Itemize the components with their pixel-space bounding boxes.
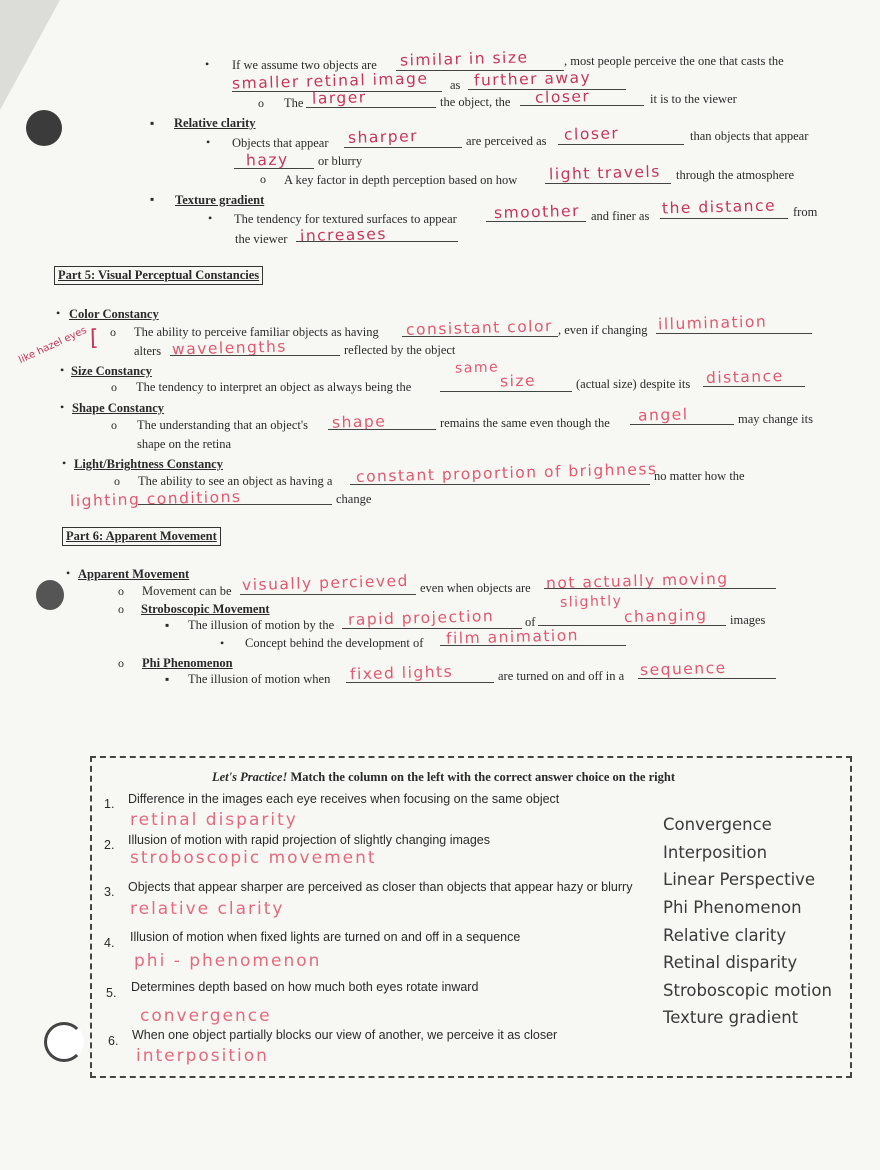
answer-blank [346, 682, 494, 683]
handwritten-answer: relative clarity [130, 899, 285, 919]
handwritten-answer: further away [473, 68, 592, 90]
text: as [450, 78, 461, 92]
bullet: o [258, 96, 264, 110]
question-number: 6. [108, 1034, 119, 1048]
answer-choice: Convergence [663, 815, 772, 834]
handwritten-margin-note: like hazel eyes [17, 324, 89, 367]
answer-choice: Retinal disparity [663, 953, 798, 972]
bullet: • [205, 57, 210, 71]
bullet: o [110, 325, 116, 339]
text: images [730, 613, 766, 627]
handwritten-answer: larger [311, 88, 367, 108]
practice-title-rest: Match the column on the left with the correct answer choice on the right [290, 770, 675, 784]
text: The understanding that an object's [137, 418, 308, 432]
text: the object, the [440, 95, 511, 109]
answer-blank [440, 645, 626, 646]
text: through the atmosphere [676, 168, 795, 182]
handwritten-answer: size [499, 371, 537, 391]
practice-title [212, 769, 675, 785]
handwritten-answer: phi - phenomenon [134, 951, 322, 971]
handwritten-answer: the distance [661, 196, 777, 218]
handwritten-answer: sharper [347, 127, 419, 147]
text: Concept behind the development of [245, 636, 424, 650]
punch-hole [26, 110, 62, 146]
text: The tendency for textured surfaces to appear [234, 212, 457, 226]
handwritten-answer: retinal disparity [130, 810, 298, 830]
text: and finer as [591, 209, 650, 223]
text: The [284, 96, 304, 110]
text: even when objects are [420, 581, 531, 595]
handwritten-answer: visually percieved [241, 571, 410, 595]
handwritten-answer: wavelengths [171, 337, 288, 359]
text: no matter how the [654, 469, 745, 483]
text: are turned on and off in a [498, 669, 625, 683]
handwritten-answer: increases [299, 224, 388, 246]
subheading-light-brightness-constancy: Light/Brightness Constancy [74, 457, 223, 471]
text: , even if changing [558, 323, 648, 337]
question-text: Determines depth based on how much both eyes rotate inward [131, 980, 479, 994]
bullet: o [118, 602, 124, 616]
text: or blurry [318, 154, 363, 168]
bullet: • [208, 211, 213, 225]
handwritten-answer: same [454, 359, 500, 377]
subheading-color-constancy: Color Constancy [69, 307, 159, 321]
question-number: 2. [104, 838, 115, 852]
text: The ability to see an object as having a [138, 474, 333, 488]
answer-blank [486, 221, 586, 222]
handwritten-answer: slightly [559, 593, 623, 611]
subheading-size-constancy: Size Constancy [71, 364, 152, 378]
handwritten-answer: changing [623, 605, 708, 627]
answer-blank [703, 386, 805, 387]
handwritten-answer: shape [331, 412, 387, 432]
bullet: ▪ [150, 192, 155, 206]
text: may change its [738, 412, 813, 426]
bullet: • [206, 135, 211, 149]
subheading-texture-gradient: Texture gradient [175, 193, 265, 207]
handwritten-answer: illumination [657, 312, 768, 334]
answer-blank [440, 391, 572, 392]
handwritten-answer: hazy [245, 150, 289, 170]
answer-blank [240, 594, 416, 595]
bullet: o [118, 584, 124, 598]
text: are perceived as [466, 134, 547, 148]
handwritten-answer: fixed lights [349, 662, 454, 684]
text: , most people perceive the one that casts the [564, 54, 784, 68]
answer-choice: Relative clarity [663, 926, 787, 945]
question-number: 1. [104, 797, 115, 811]
bullet: o [111, 418, 117, 432]
answer-blank [328, 429, 436, 430]
handwritten-answer: convergence [140, 1006, 272, 1026]
section-heading-part5: Part 5: Visual Perceptual Constancies [54, 266, 263, 285]
answer-blank [344, 147, 462, 148]
handwritten-answer: angel [637, 405, 689, 425]
answer-blank [558, 144, 684, 145]
text: the viewer [235, 232, 288, 246]
bullet: • [62, 456, 67, 470]
bullet: ▪ [165, 618, 170, 632]
handwritten-answer: interposition [136, 1046, 269, 1066]
handwritten-answer: film animation [445, 626, 580, 648]
handwritten-answer: closer [534, 87, 591, 107]
answer-blank [138, 504, 332, 505]
text: The tendency to interpret an object as always being the [136, 380, 412, 394]
subheading-shape-constancy: Shape Constancy [72, 401, 165, 415]
handwritten-answer: light travels [548, 162, 662, 184]
bullet: • [60, 400, 65, 414]
question-text: Difference in the images each eye receives when focusing on the same object [128, 792, 560, 806]
handwritten-answer: distance [705, 366, 784, 388]
bullet: o [111, 380, 117, 394]
handwritten-answer: lighting conditions [69, 487, 242, 511]
bullet: • [220, 636, 225, 650]
text: change [336, 492, 372, 506]
subheading-apparent-movement: Apparent Movement [78, 567, 190, 581]
answer-blank [660, 218, 788, 219]
answer-choice: Stroboscopic motion [663, 981, 832, 1000]
text: than objects that appear [690, 129, 809, 143]
question-text: Illusion of motion when fixed lights are turned on and off in a sequence [130, 930, 521, 944]
text: reflected by the object [344, 343, 456, 357]
handwritten-answer: similar in size [399, 48, 529, 70]
answer-choice: Phi Phenomenon [663, 898, 802, 917]
handwritten-bracket: [ [89, 325, 101, 352]
answer-blank [656, 333, 812, 334]
bullet: • [60, 363, 65, 377]
bullet: ▪ [150, 116, 155, 130]
folded-corner [0, 0, 60, 110]
answer-blank [306, 107, 436, 108]
bullet: o [114, 474, 120, 488]
text: it is to the viewer [650, 92, 737, 106]
handwritten-answer: smoother [493, 201, 581, 223]
answer-blank [545, 183, 671, 184]
text: of [525, 615, 536, 629]
text: alters [134, 344, 162, 358]
answer-blank [350, 484, 650, 485]
answer-blank [402, 336, 558, 337]
question-number: 3. [104, 885, 115, 899]
bullet: • [56, 306, 61, 320]
subheading-stroboscopic-movement: Stroboscopic Movement [141, 602, 270, 616]
text: remains the same even though the [440, 416, 610, 430]
bullet: • [66, 566, 71, 580]
bullet: o [260, 172, 266, 186]
handwritten-answer: constant proportion of brighness [355, 460, 658, 486]
question-text: Objects that appear sharper are perceived as closer than objects that appear hazy or blurry [128, 880, 633, 894]
punch-hole [36, 580, 64, 610]
answer-choice: Linear Perspective [663, 870, 816, 889]
text: Movement can be [142, 584, 232, 598]
punch-hole [44, 1022, 84, 1062]
handwritten-answer: smaller retinal image [231, 69, 429, 93]
text: Objects that appear [232, 136, 329, 150]
text: shape on the retina [137, 437, 232, 451]
text: (actual size) despite its [576, 377, 691, 391]
answer-blank [234, 168, 314, 169]
practice-title-italic: Let's Practice! [212, 770, 288, 784]
text: If we assume two objects are [232, 58, 377, 72]
subheading-phi-phenomenon: Phi Phenomenon [142, 656, 233, 670]
text: The illusion of motion by the [188, 618, 335, 632]
answer-blank [544, 588, 776, 589]
answer-blank [170, 355, 340, 356]
handwritten-answer: stroboscopic movement [130, 848, 377, 868]
section-heading-part6: Part 6: Apparent Movement [62, 527, 221, 546]
answer-blank [630, 424, 734, 425]
question-number: 5. [106, 986, 117, 1000]
text: The illusion of motion when [188, 672, 331, 686]
answer-blank [520, 105, 644, 106]
bullet: ▪ [165, 672, 170, 686]
question-text: When one object partially blocks our view of another, we perceive it as closer [132, 1028, 558, 1042]
answer-blank [638, 678, 776, 679]
subheading-relative-clarity: Relative clarity [174, 116, 256, 130]
answer-choice: Interposition [663, 843, 768, 862]
handwritten-answer: rapid projection [347, 607, 495, 629]
handwritten-answer: not actually moving [545, 569, 729, 593]
handwritten-answer: sequence [639, 658, 727, 680]
bullet: o [118, 656, 124, 670]
handwritten-answer: closer [563, 124, 620, 144]
question-number: 4. [104, 936, 115, 950]
answer-blank [296, 241, 458, 242]
handwritten-answer: consistant color [405, 317, 554, 339]
text: The ability to perceive familiar objects as having [134, 325, 379, 339]
text: from [793, 205, 818, 219]
answer-choice: Texture gradient [663, 1008, 799, 1027]
text: A key factor in depth perception based on how [284, 173, 518, 187]
question-text: Illusion of motion with rapid projection of slightly changing images [128, 833, 490, 847]
